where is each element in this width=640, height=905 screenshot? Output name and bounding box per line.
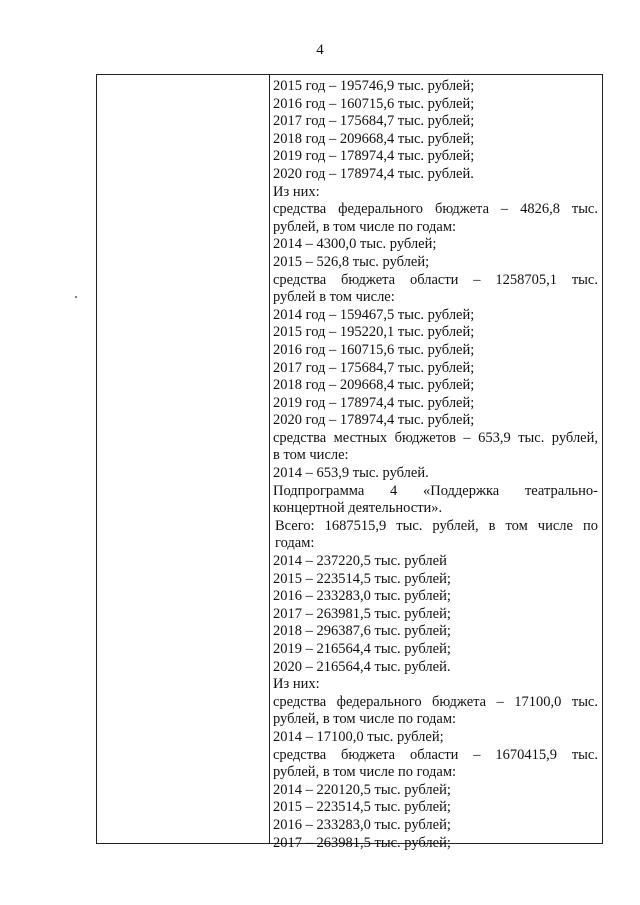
text-line: 2020 год – 178974,4 тыс. рублей; bbox=[273, 412, 475, 429]
text-line: 2016 год – 160715,6 тыс. рублей; bbox=[273, 95, 475, 112]
text-line: 2014 – 4300,0 тыс. рублей; bbox=[273, 236, 437, 253]
text-line: средства бюджета области – 1670415,9 тыс. bbox=[273, 746, 598, 763]
text-line: 2016 – 233283,0 тыс. рублей; bbox=[273, 816, 451, 833]
text-line: 2016 – 233283,0 тыс. рублей; bbox=[273, 588, 451, 605]
text-line: 2020 – 216564,4 тыс. рублей. bbox=[273, 658, 451, 675]
text-line: 2017 – 263981,5 тыс. рублей; bbox=[273, 605, 451, 622]
text-line: средства федерального бюджета – 4826,8 тыс. bbox=[273, 201, 598, 218]
text-line: 2020 год – 178974,4 тыс. рублей. bbox=[273, 165, 474, 182]
text-line: концертной деятельности». bbox=[273, 500, 443, 517]
text-line: 2014 – 220120,5 тыс. рублей; bbox=[273, 781, 451, 798]
text-line: 2017 год – 175684,7 тыс. рублей; bbox=[273, 359, 475, 376]
text-line: рублей, в том числе по годам: bbox=[273, 711, 457, 728]
text-line: средства местных бюджетов – 653,9 тыс. рублей, bbox=[273, 429, 598, 446]
text-line: рублей, в том числе по годам: bbox=[273, 218, 457, 235]
text-line: 2014 год – 159467,5 тыс. рублей; bbox=[273, 306, 475, 323]
funding-table bbox=[96, 74, 603, 851]
text-line: 2015 – 223514,5 тыс. рублей; bbox=[273, 799, 451, 816]
text-line: 2014 – 17100,0 тыс. рублей; bbox=[273, 728, 444, 745]
scan-speck bbox=[75, 296, 77, 298]
table-right-cell bbox=[273, 78, 598, 852]
text-line: Подпрограмма 4 «Поддержка театрально- bbox=[273, 482, 598, 499]
text-line: Из них: bbox=[273, 676, 320, 693]
text-line: 2019 год – 178974,4 тыс. рублей; bbox=[273, 148, 475, 165]
text-line: 2019 год – 178974,4 тыс. рублей; bbox=[273, 394, 475, 411]
text-line: 2017 год – 175684,7 тыс. рублей; bbox=[273, 113, 475, 130]
text-line: 2018 – 296387,6 тыс. рублей; bbox=[273, 623, 451, 640]
text-line: рублей, в том числе по годам: bbox=[273, 764, 457, 781]
text-line: 2019 – 216564,4 тыс. рублей; bbox=[273, 641, 451, 657]
text-line: 2018 год – 209668,4 тыс. рублей; bbox=[273, 130, 475, 147]
text-line: 2016 год – 160715,6 тыс. рублей; bbox=[273, 341, 475, 358]
text-line: в том числе: bbox=[273, 447, 349, 464]
text-line: 2015 год – 195746,9 тыс. рублей; bbox=[273, 78, 475, 94]
text-line: 2015 год – 195220,1 тыс. рублей; bbox=[273, 324, 475, 341]
text-line: 2017 – 263981,5 тыс. рублей; bbox=[273, 834, 451, 851]
page-number: 4 bbox=[316, 42, 324, 58]
text-line: годам: bbox=[275, 535, 315, 552]
text-line: средства бюджета области – 1258705,1 тыс. bbox=[273, 271, 598, 288]
text-line: Всего: 1687515,9 тыс. рублей, в том числе по bbox=[275, 517, 598, 534]
text-line: 2014 – 237220,5 тыс. рублей bbox=[273, 553, 447, 570]
table-left-cell bbox=[97, 75, 270, 843]
text-line: Из них: bbox=[273, 183, 320, 200]
text-line: 2015 – 526,8 тыс. рублей; bbox=[273, 253, 430, 270]
text-line: 2014 – 653,9 тыс. рублей. bbox=[273, 465, 429, 482]
text-line: рублей в том числе: bbox=[273, 289, 395, 306]
text-line: 2018 год – 209668,4 тыс. рублей; bbox=[273, 377, 475, 394]
text-line: средства федерального бюджета – 17100,0 тыс. bbox=[273, 693, 598, 710]
text-line: 2015 – 223514,5 тыс. рублей; bbox=[273, 570, 451, 587]
